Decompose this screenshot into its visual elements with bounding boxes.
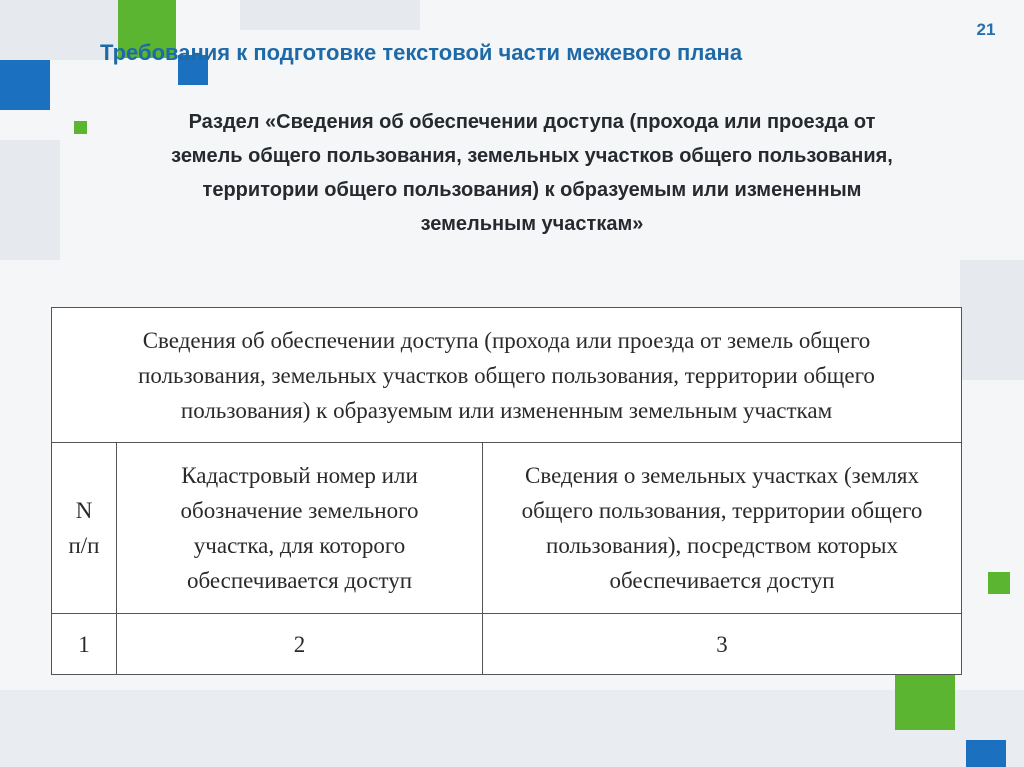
table-column-headers-row — [52, 443, 962, 614]
background-tile — [0, 140, 60, 260]
column-number: 3 — [483, 614, 962, 675]
column-header-line: обозначение земельного — [180, 498, 419, 523]
column-header-land-info — [483, 443, 962, 614]
decor-square-green — [988, 572, 1010, 594]
column-number-row — [52, 614, 962, 675]
access-info-table — [51, 307, 962, 675]
section-heading-line: территории общего пользования) к образуемым или измененным — [202, 179, 862, 201]
column-header-line: Сведения о земельных участках (землях — [525, 463, 920, 488]
slide-number: 21 — [976, 20, 996, 39]
table-header-line: пользования, земельных участков общего пользования, территории общего — [138, 362, 875, 388]
column-number: 1 — [52, 614, 117, 675]
slide-title: Требования к подготовке текстовой части межевого плана — [100, 40, 743, 65]
column-header-line: обеспечивается доступ — [609, 568, 835, 593]
background-tile — [240, 0, 420, 30]
section-heading-line: Раздел «Сведения об обеспечении доступа (прохода или проезда от — [188, 111, 876, 133]
decor-square-blue — [0, 60, 50, 110]
section-heading — [62, 105, 1002, 241]
table-header-cell — [52, 308, 962, 443]
column-header-line: пользования), посредством которых — [546, 533, 898, 558]
table-header-row — [52, 308, 962, 443]
column-header-line: N — [75, 498, 93, 523]
column-header-line: общего пользования, территории общего — [521, 498, 923, 523]
background-tile — [0, 690, 1024, 767]
background-tile — [960, 260, 1024, 380]
table-header-line: пользования) к образуемым или измененным земельным участкам — [180, 397, 833, 423]
column-header-line: обеспечивается доступ — [186, 568, 413, 593]
column-number: 2 — [117, 614, 483, 675]
section-heading-line: земельным участкам» — [420, 213, 644, 235]
decor-square-blue — [966, 740, 1006, 767]
column-header-cadastral — [117, 443, 483, 614]
table-header-line: Сведения об обеспечении доступа (прохода или проезда от земель общего — [142, 327, 871, 353]
column-header-line: участка, для которого — [193, 533, 406, 558]
column-header-line: Кадастровый номер или — [181, 463, 418, 488]
column-header-line: п/п — [68, 533, 100, 558]
section-heading-line: земель общего пользования, земельных участков общего пользования, — [171, 145, 893, 167]
decor-square-green — [895, 670, 955, 730]
column-header-number — [52, 443, 117, 614]
